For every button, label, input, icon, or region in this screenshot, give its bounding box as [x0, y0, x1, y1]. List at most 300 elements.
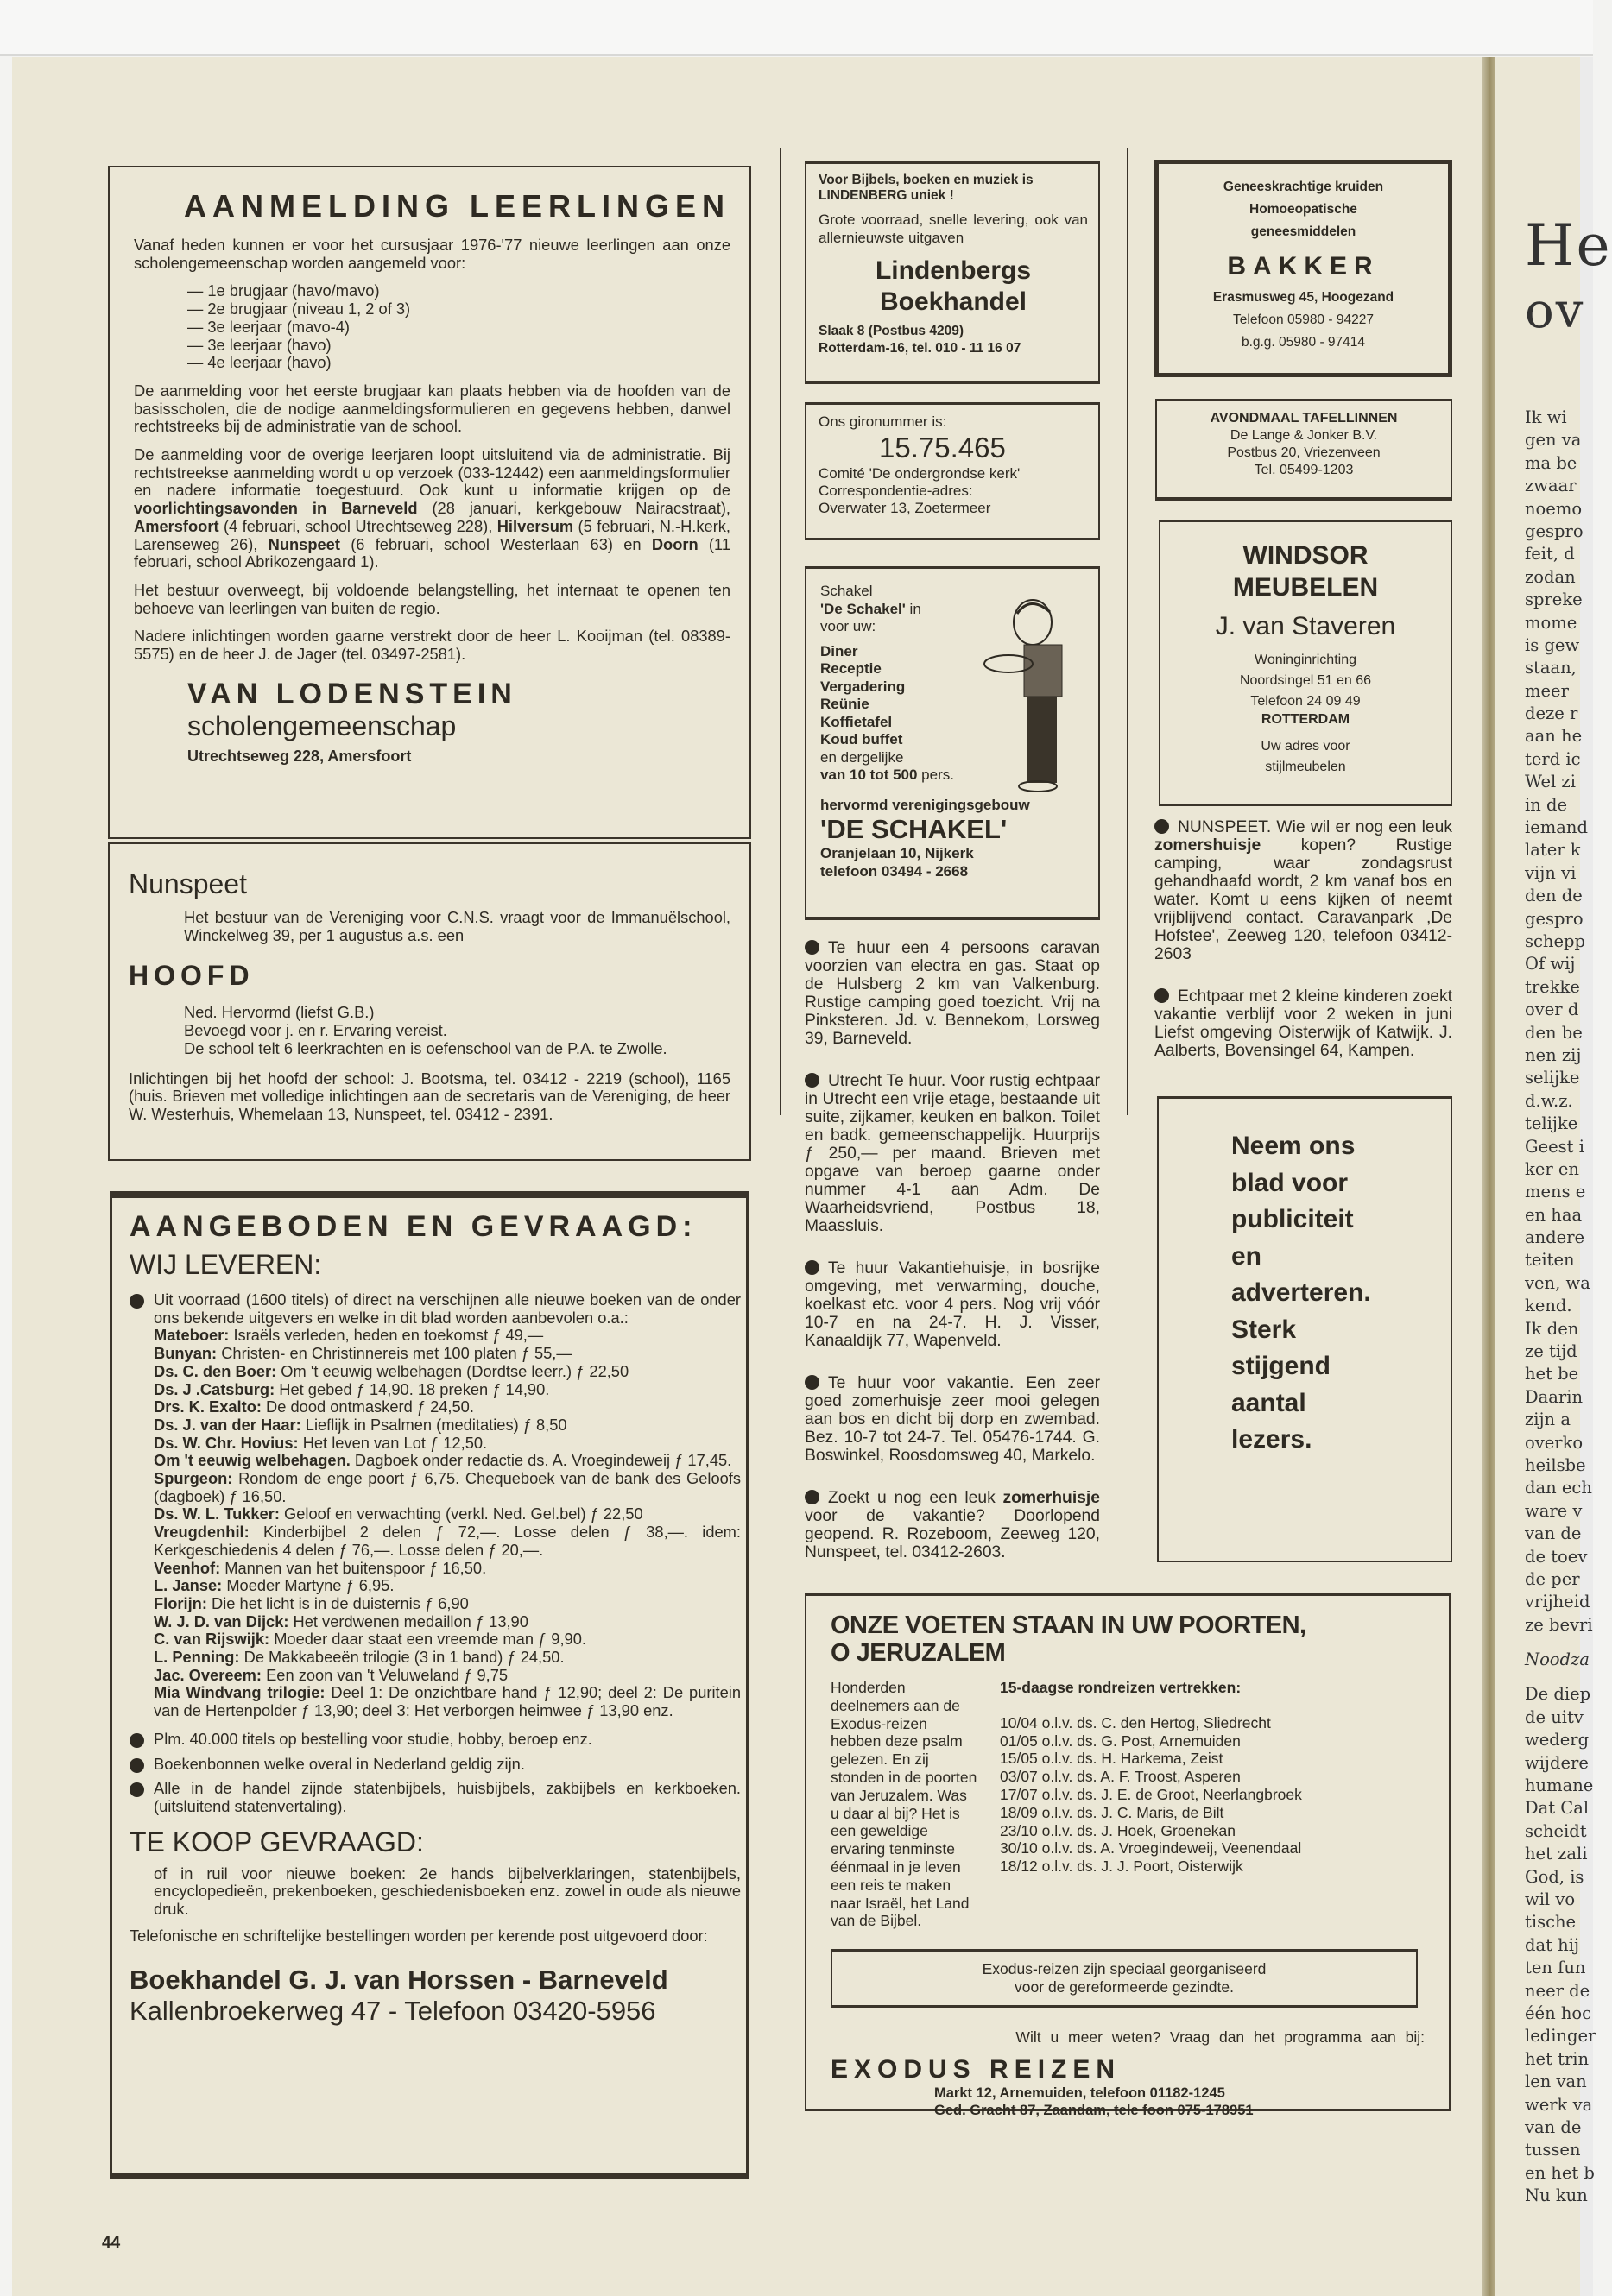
article-line: wijdere [1525, 1752, 1589, 1773]
ad-intro: Vanaf heden kunnen er voor het cursusjaar 1976-'77 nieuwe leerlingen aan onze scholengemeenschap worden aangemeld voor: [134, 236, 730, 272]
book-item [154, 1363, 741, 1381]
book-item [154, 1452, 741, 1470]
venue-phone: telefoon 03494 - 2668 [820, 862, 969, 880]
book-title-price: Moeder Martyne ƒ 6,95. [222, 1576, 395, 1595]
book-item [154, 1435, 741, 1453]
article-line: schepp [1525, 930, 1585, 951]
trip-item: 01/05 o.l.v. ds. G. Post, Arnemuiden [1000, 1731, 1241, 1750]
ad-line: pers. [917, 766, 954, 783]
text: (5 februari, N.-H.kerk, Larenseweg 26), [134, 516, 730, 553]
article-line: ten fun [1525, 1958, 1586, 1978]
text-bold: Nunspeet [268, 534, 340, 553]
ad-exodus-reizen [805, 1593, 1451, 2119]
article-line: wil vo [1525, 1889, 1576, 1909]
book-title-price: Mannen van het buitenspoor ƒ 16,50. [220, 1558, 487, 1577]
ad-line: en dergelijke [820, 748, 904, 766]
requirement: De school telt 6 leerkrachten en is oefenschool van de P.A. te Zwolle. [184, 1038, 667, 1057]
promo-line: publiciteit [1231, 1205, 1354, 1233]
grade-item: — 2e brugjaar (niveau 1, 2 of 3) [187, 300, 411, 319]
ad-line: Uw adres voor [1261, 739, 1350, 754]
ad-avondmaal-tafellinnen [1155, 399, 1452, 501]
promo-line: aantal [1231, 1388, 1306, 1417]
article-subtitle: ov [1525, 283, 1585, 339]
ad-lindenberg [805, 161, 1100, 384]
article-line: tussen [1525, 2140, 1581, 2160]
text: NUNSPEET. Wie wil er nog een leuk [1178, 818, 1452, 836]
book-author: Mateboer: [154, 1326, 230, 1345]
article-line: gen va [1525, 430, 1582, 451]
book-title-price: Het leven van Lot ƒ 12,50. [298, 1433, 488, 1452]
shop-name: Boekhandel G. J. van Horssen - Barneveld [130, 1964, 668, 1995]
article-line: het zali [1525, 1844, 1588, 1864]
article-line: de toev [1525, 1546, 1588, 1567]
book-author: Jac. Overeem: [154, 1665, 262, 1684]
wanted-text: of in ruil voor nieuwe boeken: 2e hands bijbelverklaringen, statenbijbels, encyclopedieën, prekenboeken, geschiedenisboeken enz. zowel in oude als nieuwe druk. [154, 1864, 741, 1919]
bullet-icon [805, 1260, 819, 1275]
article-title: He [1525, 212, 1612, 279]
promo-line: Neem ons [1231, 1132, 1356, 1160]
article-line: tische [1525, 1912, 1577, 1933]
grade-item: — 4e leerjaar (havo) [187, 353, 332, 372]
ad-paragraph: De aanmelding voor het eerste brugjaar kan plaats hebben via de hoofden van de basisscholen, die de nodige aanmeldingsformulieren en gegevens hebben, danwel rechtstreeks bij de administratie van de school. [134, 381, 730, 436]
article-line: kend. [1525, 1296, 1572, 1316]
book-item [154, 1613, 741, 1631]
bullet-icon [805, 1490, 819, 1504]
shop-name: Boekhandel [879, 287, 1027, 316]
book-author: Drs. K. Exalto: [154, 1397, 262, 1416]
text: kopen? Rustige camping, waar zondagsrust gehandhaafd wordt, 2 km vanaf bos en water. Komt u eens kijken of neemt vrijblijvend contact. Caravanpark ,De Hofstee', Zeeweg 120, telefoon 03412-2603 [1154, 836, 1452, 963]
book-item [154, 1505, 741, 1523]
text: (28 januari, kerkgebouw Nairacstraat), [417, 499, 730, 518]
promo-line: lezers. [1231, 1425, 1312, 1454]
article-line: spreke [1525, 590, 1583, 610]
article-line: gespro [1525, 520, 1584, 541]
article-line: de uitv [1525, 1706, 1584, 1727]
book-author: C. van Rijswijk: [154, 1630, 270, 1649]
ad-line: geneesmiddelen [1250, 224, 1356, 239]
offer-text: Boekenbonnen welke overal in Nederland geldig zijn. [154, 1754, 525, 1773]
book-author: Bunyan: [154, 1344, 218, 1363]
promo-line: blad voor [1231, 1168, 1349, 1197]
article-line: en het b [1525, 2162, 1595, 2183]
book-title-price: Deel 1: De onzichtbare hand ƒ 12,90; deel 2: De puritein van de Hertenpolder ƒ 13,90; deel 3: Het verborgen heimwee ƒ 13,90 enz. [154, 1683, 741, 1720]
article-line: terd ic [1525, 748, 1581, 769]
book-author: Om 't eeuwig welbehagen. [154, 1451, 351, 1470]
book-author: Veenhof: [154, 1558, 221, 1577]
article-line: nen zij [1525, 1044, 1582, 1065]
article-line: staan, [1525, 658, 1577, 678]
venue-address: Oranjelaan 10, Nijkerk [820, 845, 974, 861]
ad-line-bold: 'De Schakel' [820, 600, 906, 617]
article-line: Geest i [1525, 1136, 1584, 1157]
ad-line: in [905, 600, 921, 617]
exodus-intro: Honderden deelnemers aan de Exodus-reizen hebben deze psalm gelezen. En zij stonden in de poorten van Jeruzalem. Was u daar al bij? Het is een geweldige ervaring tenminste éénmaal in je leven een reis te maken naar Israël, het Land van de Bijbel. [831, 1679, 977, 1930]
shop-address: Kallenbroekerweg 47 - Telefoon 03420-5956 [130, 1995, 656, 2026]
article-line: De diep [1525, 1684, 1591, 1705]
book-title-price: Rondom de enge poort ƒ 6,75. Chequeboek van de bank des Geloofs (dagboek) ƒ 16,50. [154, 1469, 741, 1505]
bullet-icon [1154, 819, 1169, 834]
article-line: iemand [1525, 817, 1588, 838]
book-author: W. J. D. van Dijck: [154, 1612, 289, 1631]
column-rule [1127, 148, 1128, 1115]
book-author: Ds. W. L. Tukker: [154, 1504, 280, 1523]
page-number: 44 [102, 2234, 121, 2252]
book-item [154, 1345, 741, 1363]
trip-item: 30/10 o.l.v. ds. A. Vroegindeweij, Veenendaal [1000, 1839, 1302, 1858]
offer-text: Alle in de handel zijnde statenbijbels, huisbijbels, zakbijbels en kerkboeken. (uitsluitend statenvertaling). [154, 1779, 741, 1815]
school-name: VAN LODENSTEIN [187, 677, 517, 710]
article-line: teiten [1525, 1250, 1575, 1271]
text: Utrecht Te huur. Voor rustig echtpaar in Utrecht een vrije etage, bestaande uit suite, zijkamer, keuken en balkon. Toilet en badk. gemeenschappelijk. Huurprijs ƒ 250,— per maand. Brieven met opgave van beroep gaarne onder nummer 4-1 aan Adm. De Waarheidsvriend, Postbus 18, Maassluis. [805, 1072, 1100, 1235]
boy-with-plate-illustration [983, 595, 1078, 802]
school-address: Utrechtseweg 228, Amersfoort [187, 747, 412, 765]
article-line: humane [1525, 1776, 1594, 1796]
venue-name: 'DE SCHAKEL' [820, 814, 1008, 844]
article-line: d.w.z. [1525, 1090, 1573, 1111]
ad-heading: AANGEBODEN EN GEVRAAGD: [130, 1210, 698, 1243]
book-item [154, 1667, 741, 1685]
classified-ad [1154, 987, 1452, 1060]
book-title-price: Het gebed ƒ 14,90. 18 preken ƒ 14,90. [275, 1379, 550, 1398]
grade-item: — 3e leerjaar (havo) [187, 335, 332, 354]
bullet-icon [130, 1758, 144, 1773]
book-author: Ds. C. den Boer: [154, 1361, 277, 1380]
ad-line: Telefoon 24 09 49 [1250, 694, 1361, 709]
book-item [154, 1416, 741, 1435]
article-line: God, is [1525, 1866, 1584, 1887]
bullet-icon [130, 1782, 144, 1797]
text-bold: Hilversum [496, 516, 574, 535]
giro-number: 15.75.465 [879, 432, 1006, 464]
ad-heading: ONZE VOETEN STAAN IN UW POORTEN, [831, 1612, 1306, 1639]
book-title-price: Een zoon van 't Veluweland ƒ 9,75 [262, 1665, 509, 1684]
article-line: Dat Cal [1525, 1798, 1590, 1819]
article-line: scheidt [1525, 1820, 1587, 1841]
text: Te huur een 4 persoons caravan voorzien van electra en gas. Staat op de Hulsberg 2 km van Valkenburg. Rustige camping goed toezicht. Vrij na Pinksteren. Jd. v. Bennekom, Lorsweg 39, Barneveld. [805, 939, 1100, 1048]
bullet-icon [805, 1073, 819, 1088]
ad-line: Noordsingel 51 en 66 [1239, 673, 1372, 688]
book-item [154, 1470, 741, 1505]
article-line: mome [1525, 612, 1577, 633]
text: Echtpaar met 2 kleine kinderen zoekt vakantie verblijf voor 2 weken in juni Liefst omgeving Oisterwijk of Katwijk. J. Aalberts, Bovensingel 64, Kampen. [1154, 987, 1452, 1060]
ad-nunspeet-hoofd [108, 842, 751, 1161]
company-name: EXODUS REIZEN [831, 2055, 1122, 2085]
ad-line: De Lange & Jonker B.V. [1230, 428, 1378, 443]
section-heading: WIJ LEVEREN: [130, 1249, 322, 1280]
article-line: Ik wi [1525, 407, 1567, 427]
article-line: heilsbe [1525, 1454, 1586, 1475]
book-item [154, 1327, 741, 1345]
book-item [154, 1398, 741, 1416]
ad-bakker [1154, 160, 1452, 377]
ad-intro: Het bestuur van de Vereniging voor C.N.S. vraagt voor de Immanuëlschool, Winckelweg 39, per 1 augustus a.s. een [184, 908, 730, 944]
ad-slogan: Voor Bijbels, boeken en muziek is LINDENBERG uniek ! [819, 173, 1034, 203]
book-author: Ds. W. Chr. Hovius: [154, 1433, 299, 1452]
article-line: ker en [1525, 1158, 1579, 1179]
trip-item: 18/12 o.l.v. ds. J. J. Poort, Oisterwijk [1000, 1858, 1243, 1876]
service-item: Vergadering [820, 678, 906, 695]
article-line: dan ech [1525, 1478, 1592, 1498]
article-text [1525, 407, 1596, 2207]
school-type: scholengemeenschap [187, 710, 457, 741]
promo-line: stijgend [1231, 1352, 1331, 1380]
book-author: L. Janse: [154, 1576, 223, 1595]
bullet-icon [1154, 988, 1169, 1003]
ad-subtitle: hervormd verenigingsgebouw [820, 796, 1030, 813]
service-item: Koud buffet [820, 731, 903, 747]
company-address: Ged. Gracht 87, Zaandam, tele foon 075-178951 [934, 2103, 1254, 2119]
article-line: over d [1525, 1000, 1579, 1020]
ad-paragraph [134, 446, 730, 571]
note-line: voor de gereformeerde gezindte. [1015, 1978, 1234, 1996]
trip-item: 03/07 o.l.v. ds. A. F. Troost, Asperen [1000, 1768, 1241, 1786]
article-line: ze bevri [1525, 1614, 1593, 1635]
article-line: zwaar [1525, 476, 1577, 496]
trip-item: 15/05 o.l.v. ds. H. Harkema, Zeist [1000, 1750, 1223, 1768]
book-title-price: Die het licht is in de duisternis ƒ 6,90 [206, 1593, 469, 1612]
book-author: L. Penning: [154, 1648, 240, 1667]
article-line: later k [1525, 840, 1581, 861]
trips-title: 15-daagse rondreizen vertrekken: [1000, 1679, 1242, 1696]
text-bold: zomerhuisje [1002, 1489, 1100, 1507]
grade-list [187, 282, 730, 372]
article-line: overko [1525, 1432, 1584, 1453]
article-line: aan he [1525, 726, 1583, 747]
ad-boekhandel-van-horssen [110, 1191, 749, 2179]
ad-de-schakel [805, 566, 1100, 920]
text: Te huur Vakantiehuisje, in bosrijke omgeving, met verwarming, douche, koelkast etc. voor 4 pers. Nog vrij vóór 10-7 en na 24-7. H. J. Visser, Kanaaldijk 77, Wapenveld. [805, 1259, 1100, 1350]
ad-line-bold: van 10 tot 500 [820, 766, 918, 783]
note-line: Exodus-reizen zijn speciaal georganiseerd [982, 1960, 1267, 1978]
book-author: Ds. J. van der Haar: [154, 1415, 301, 1434]
service-item: Diner [820, 642, 858, 659]
article-line: den be [1525, 1022, 1583, 1043]
article-line: vrijheid [1525, 1592, 1590, 1612]
article-line: het be [1525, 1364, 1579, 1385]
ad-paragraph: Nadere inlichtingen worden gaarne verstrekt door de heer L. Kooijman (tel. 08389-5575) en de heer J. de Jager (tel. 03497-2581). [134, 627, 730, 664]
next-page-fragment [1495, 57, 1612, 2296]
shop-name: BAKKER [1227, 252, 1380, 281]
article-line: Wel zi [1525, 772, 1576, 792]
article-subheading: Noodza [1525, 1649, 1590, 1670]
requirement: Ned. Hervormd (liefst G.B.) [184, 1003, 375, 1022]
article-line: neer de [1525, 1980, 1590, 2001]
shop-address: Slaak 8 (Postbus 4209) [819, 324, 964, 338]
article-line: zodan [1525, 566, 1576, 587]
ad-line: Schakel [820, 583, 873, 599]
classified-ad [805, 1072, 1100, 1235]
job-title: HOOFD [129, 960, 255, 992]
giro-line: Overwater 13, Zoetermeer [819, 500, 991, 516]
ad-aanmelding-leerlingen [108, 166, 751, 839]
company-address: Markt 12, Arnemuiden, telefoon 01182-1245 [934, 2085, 1225, 2102]
book-item [154, 1381, 741, 1399]
offer-text: Plm. 40.000 titels op bestelling voor studie, hobby, beroep enz. [154, 1729, 592, 1748]
book-title-price: De dood ontmaskerd ƒ 24,50. [261, 1397, 474, 1416]
article-line: zijn a [1525, 1410, 1571, 1430]
article-line: deze r [1525, 703, 1578, 724]
classifieds-right [1154, 818, 1452, 1084]
book-title-price: Kinderbijbel 2 delen ƒ 72,—. Losse delen ƒ 38,—. idem: Kerkgeschiedenis 4 delen ƒ 76,—. Losse delen ƒ 20,—. [154, 1523, 741, 1559]
article-line: vijn vi [1525, 862, 1577, 883]
book-item [154, 1684, 741, 1719]
text: Zoekt u nog een leuk [828, 1489, 1003, 1507]
article-line: mens e [1525, 1182, 1586, 1202]
book-title-price: Israëls verleden, heden en toekomst ƒ 49,— [229, 1326, 544, 1345]
section-heading: TE KOOP GEVRAAGD: [130, 1826, 424, 1858]
bullet-icon [130, 1733, 144, 1748]
book-title-price: Moeder daar staat een vreemde man ƒ 9,90. [269, 1630, 586, 1649]
article-line: wederg [1525, 1730, 1590, 1750]
article-line: in de [1525, 794, 1568, 815]
article-line: noemo [1525, 498, 1583, 519]
ad-line: Woninginrichting [1255, 653, 1356, 667]
more-info-text: Wilt u meer weten? Vraag dan het programma aan bij: [1015, 2028, 1425, 2047]
trip-item: 23/10 o.l.v. ds. J. Hoek, Groenekan [1000, 1821, 1236, 1839]
book-item [154, 1595, 741, 1613]
owner-name: J. van Staveren [1215, 612, 1396, 640]
exodus-note-box [831, 1949, 1418, 2008]
ad-line: Geneeskrachtige kruiden [1223, 180, 1384, 194]
ad-windsor-meubelen [1159, 520, 1452, 806]
ad-line: Tel. 05499-1203 [1254, 463, 1354, 477]
shop-address: Erasmusweg 45, Hoogezand [1212, 290, 1394, 305]
book-item [154, 1577, 741, 1595]
ad-heading: AANMELDING LEERLINGEN [184, 188, 730, 224]
text-bold: voorlichtingsavonden in Barneveld [134, 499, 418, 518]
shop-name: Lindenbergs [875, 256, 1031, 285]
ad-neem-ons-blad [1157, 1096, 1452, 1562]
article-line: feit, d [1525, 544, 1575, 565]
book-title-price: Lieflijk in Psalmen (meditaties) ƒ 8,50 [300, 1415, 567, 1434]
article-line: den de [1525, 886, 1583, 906]
article-line: ze tijd [1525, 1341, 1577, 1362]
text-bold: zomershuisje [1154, 836, 1261, 855]
article-line: één hoc [1525, 2003, 1592, 2023]
shop-address: Rotterdam-16, tel. 010 - 11 16 07 [819, 341, 1021, 356]
promo-line: en [1231, 1241, 1262, 1271]
article-line: meer [1525, 680, 1569, 701]
article-line: van de [1525, 1523, 1582, 1544]
ad-heading: O JERUZALEM [831, 1639, 1006, 1667]
ad-gironummer [805, 402, 1100, 540]
text: (6 februari, school Westerlaan 63) en [339, 534, 652, 553]
bullet-icon [805, 1375, 819, 1390]
shop-name: MEUBELEN [1232, 573, 1379, 602]
book-author: Vreugdenhil: [154, 1523, 250, 1542]
book-author: Florijn: [154, 1593, 207, 1612]
grade-item: — 1e brugjaar (havo/mavo) [187, 281, 380, 300]
article-line: Ik den [1525, 1318, 1579, 1339]
ad-text: Grote voorraad, snelle levering, ook van allernieuwste uitgaven [819, 211, 1088, 246]
classified-ad [805, 1374, 1100, 1465]
classified-ad [1154, 818, 1452, 963]
book-title-price: De Makkabeeën trilogie (3 in 1 band) ƒ 24,50. [239, 1648, 565, 1667]
bullet-icon [130, 1294, 144, 1309]
shop-phone: b.g.g. 05980 - 97414 [1241, 335, 1366, 350]
giro-line: Comité 'De ondergrondse kerk' [819, 465, 1021, 482]
requirement: Bevoegd voor j. en r. Ervaring vereist. [184, 1021, 447, 1040]
article-line: van de [1525, 2116, 1582, 2137]
ad-line: Homoeopatische [1249, 202, 1357, 217]
article-line: telijke [1525, 1113, 1578, 1134]
book-author: Mia Windvang trilogie: [154, 1683, 326, 1702]
book-title-price: Christen- en Christinnereis met 100 platen ƒ 55,— [217, 1344, 572, 1363]
article-line: en haa [1525, 1204, 1583, 1225]
article-line: trekke [1525, 976, 1580, 997]
shop-phone: Telefoon 05980 - 94227 [1233, 312, 1374, 327]
article-line: werk va [1525, 2094, 1593, 2115]
article-line: ma be [1525, 452, 1577, 473]
book-item [154, 1649, 741, 1667]
article-line: Daarin [1525, 1386, 1584, 1407]
book-list [130, 1327, 741, 1719]
book-item [154, 1523, 741, 1559]
book-author: Ds. J .Catsburg: [154, 1379, 275, 1398]
offer-text: Uit voorraad (1600 titels) of direct na verschijnen alle nieuwe boeken van de onder ons bekende uitgevers en welke in dit blad worden aanbevolen o.a.: [154, 1290, 741, 1327]
article-line: de per [1525, 1568, 1580, 1589]
classifieds-middle [805, 939, 1100, 1586]
page-gutter [1482, 57, 1495, 2296]
text: voor de vakantie? Doorlopend geopend. R. Rozeboom, Zeeweg 120, Nunspeet, tel. 03412-2603. [805, 1507, 1100, 1561]
book-title-price: Het verdwenen medaillon ƒ 13,90 [288, 1612, 528, 1631]
shop-name: WINDSOR [1242, 541, 1369, 570]
book-author: Spurgeon: [154, 1469, 233, 1488]
article-line: len van [1525, 2072, 1587, 2092]
article-line: selijke [1525, 1068, 1580, 1088]
article-line: ledinger [1525, 2026, 1596, 2047]
ad-line: Postbus 20, Vriezenveen [1227, 445, 1381, 460]
trip-item: 17/07 o.l.v. ds. J. E. de Groot, Neerlangbroek [1000, 1785, 1302, 1803]
classified-ad [805, 939, 1100, 1048]
article-line: is gew [1525, 634, 1580, 655]
ad-line: voor uw: [820, 618, 876, 634]
book-title-price: Dagboek onder redactie ds. A. Vroegindeweij ƒ 17,45. [350, 1451, 732, 1470]
book-item [154, 1560, 741, 1578]
text-bold: Doorn [651, 534, 699, 553]
column-rule [780, 148, 781, 1115]
service-item: Koffietafel [820, 713, 893, 730]
giro-line: Correspondentie-adres: [819, 483, 973, 499]
article-line: ven, wa [1525, 1272, 1590, 1293]
city: ROTTERDAM [1261, 712, 1350, 727]
classified-ad [805, 1259, 1100, 1350]
article-line: gespro [1525, 908, 1584, 929]
ad-paragraph: Het bestuur overweegt, bij voldoende belangstelling, het internaat te openen ten behoeve van leerlingen van buiten de regio. [134, 580, 730, 617]
text: Te huur voor vakantie. Een zeer goed zomerhuisje zeer mooi gelegen aan bos en dicht bij dorp en zwembad. Bez. 10-7 tot 24-7. Tel. 05476-1744. G. Boswinkel, Roosdomsweg 40, Markelo. [805, 1374, 1100, 1465]
grade-item: — 3e leerjaar (mavo-4) [187, 317, 350, 336]
viewer-top-strip [0, 0, 1593, 56]
text: (11 februari, school Abrikozengaard 1). [134, 534, 731, 571]
text: De aanmelding voor de overige leerjaren loopt uitsluitend via de administratie. Bij rechtstreekse aanmelding wordt u op verzoek (033-12442) een aanmeldingsformulier en nadere informatie toegestuurd. Ook kunt u informatie krijgen op de [134, 445, 730, 500]
ad-place: Nunspeet [129, 868, 247, 899]
article-line: Nu kun [1525, 2186, 1588, 2206]
service-item: Reünie [820, 696, 869, 712]
book-title-price: Om 't eeuwig welbehagen (Dordtse leerr.) ƒ 22,50 [276, 1361, 629, 1380]
article-line: dat hij [1525, 1934, 1579, 1955]
orders-text: Telefonische en schriftelijke bestellingen worden per kerende post uitgevoerd door: [130, 1926, 708, 1945]
trip-list [1000, 1714, 1302, 1876]
trip-item: 18/09 o.l.v. ds. J. C. Maris, de Bilt [1000, 1803, 1224, 1821]
ad-title: AVONDMAAL TAFELLINNEN [1210, 411, 1398, 426]
article-line: ware v [1525, 1500, 1583, 1521]
book-title-price: Geloof en verwachting (verkl. Ned. Gel.bel) ƒ 22,50 [279, 1504, 643, 1523]
text: (4 februari, school Utrechtseweg 228), [218, 516, 497, 535]
classified-ad [805, 1489, 1100, 1561]
article-line: andere [1525, 1227, 1585, 1248]
service-item: Receptie [820, 660, 882, 677]
giro-label: Ons gironummer is: [819, 413, 947, 430]
